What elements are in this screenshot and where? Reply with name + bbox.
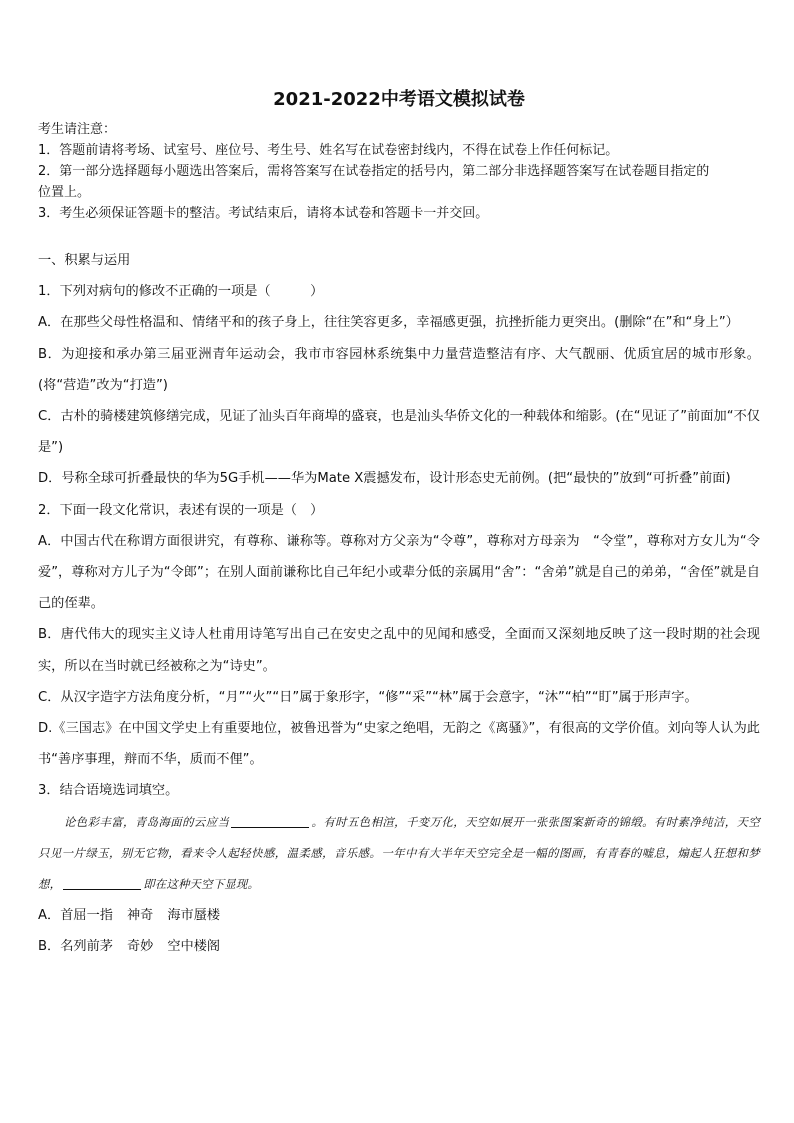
- notice-item: 1．答题前请将考场、试室号、座位号、考生号、姓名写在试卷密封线内，不得在试卷上作任何标记。: [38, 143, 619, 158]
- notice-item: 3．考生必须保证答题卡的整洁。考试结束后，请将本试卷和答题卡一并交回。: [38, 206, 489, 221]
- question-2-option-a: A．中国古代在称谓方面很讲究，有尊称、谦称等。尊称对方父亲为“令尊”，尊称对方母亲为 “令堂”，尊称对方女儿为“令爱”，尊称对方儿子为“令郎”；在别人面前谦称比自己年纪小或辈分低的亲属用“舍”：“舍弟”就是自己的弟弟，“舍侄”就是自己的侄辈。: [38, 533, 760, 612]
- question-2-option-d: D.《三国志》在中国文学史上有重要地位，被鲁迅誉为“史家之绝唱，无韵之《离骚》”，有很高的文学价值。刘向等人认为此书“善序事理，辩而不华，质而不俚”。: [38, 721, 760, 768]
- candidate-notice: [38, 119, 760, 224]
- question-1-option-a: A．在那些父母性格温和、情绪平和的孩子身上，往往笑容更多，幸福感更强，抗挫折能力更突出。(删除“在”和“身上”）: [38, 315, 739, 331]
- question-3-passage: [38, 807, 760, 901]
- notice-item: 2．第一部分选择题每小题选出答案后，需将答案写在试卷指定的括号内，第二部分非选择题答案写在试卷题目指定的: [38, 164, 710, 179]
- question-1-stem: 1．下列对病句的修改不正确的一项是（ ）: [38, 284, 324, 300]
- question-3-option-a: [38, 900, 760, 931]
- option-word: 空中楼阁: [167, 939, 221, 955]
- option-label: B．: [38, 939, 61, 955]
- passage-part: 。有时五色相渲，千变万化，天空如展开一张张图案新奇的锦缎。有时素净纯洁，天空只见一片绿玉，别无它物，看来令人起轻快感，温柔感，音乐感。一年中有大半年天空完全是一幅的图画，有青春的嘘息，煽起人狂想和梦想，: [38, 814, 760, 892]
- exam-content: [38, 245, 760, 963]
- option-label: A．: [38, 908, 61, 924]
- option-word: 海市蜃楼: [167, 908, 221, 924]
- section-heading: 一、积累与运用: [38, 253, 131, 268]
- notice-item: 位置上。: [38, 185, 91, 200]
- option-word: 名列前茅: [60, 939, 113, 955]
- question-1-option-d: D．号称全球可折叠最快的华为5G手机——华为Mate X震撼发布，设计形态史无前例。(把“最快的”放到“可折叠”前面): [38, 471, 731, 487]
- notice-heading: 考生请注意：: [38, 122, 117, 137]
- option-word: 奇妙: [127, 939, 154, 955]
- question-2-stem: 2．下面一段文化常识，表述有误的一项是（ ）: [38, 502, 324, 518]
- question-3-stem: 3．结合语境选词填空。: [38, 783, 179, 799]
- option-word: 神奇: [126, 908, 154, 924]
- question-1-option-b: B．为迎接和承办第三届亚洲青年运动会，我市市容园林系统集中力量营造整洁有序、大气靓丽、优质宜居的城市形象。(将“营造”改为“打造”): [38, 346, 760, 393]
- passage-part: 论色彩丰富，青岛海面的云应当: [64, 814, 230, 829]
- fill-blank[interactable]: [63, 875, 141, 890]
- question-1-option-c: C．古朴的骑楼建筑修缮完成，见证了汕头百年商埠的盛衰，也是汕头华侨文化的一种载体和缩影。(在“见证了”前面加“不仅是”): [38, 409, 760, 456]
- question-2-option-b: B．唐代伟大的现实主义诗人杜甫用诗笔写出自己在安史之乱中的见闻和感受，全面而又深刻地反映了这一段时期的社会现实，所以在当时就已经被称之为“诗史”。: [38, 627, 760, 674]
- exam-title: 2021-2022中考语文模拟试卷: [273, 89, 525, 110]
- fill-blank[interactable]: [231, 813, 309, 828]
- passage-part: 即在这种天空下显现。: [143, 877, 260, 892]
- option-word: 首屈一指: [60, 908, 113, 924]
- question-2-option-c: C．从汉字造字方法角度分析，“月”“火”“日”属于象形字，“修”“采”“林”属于会意字，“沐”“柏”“盯”属于形声字。: [38, 689, 698, 705]
- question-3-option-b: [38, 931, 760, 962]
